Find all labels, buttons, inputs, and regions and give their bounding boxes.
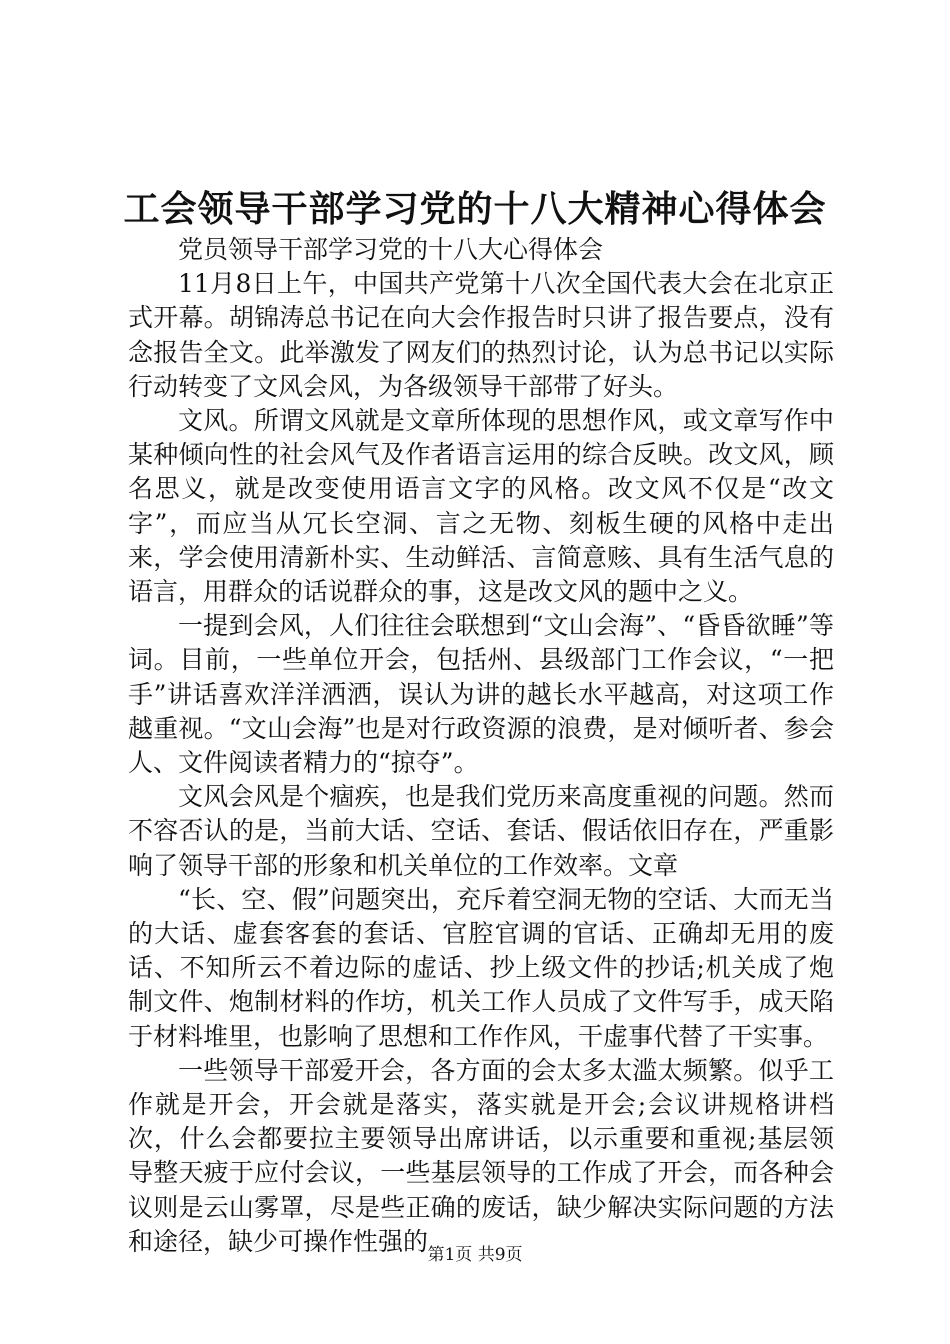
paragraph-problem: 文风会风是个痼疾，也是我们党历来高度重视的问题。然而不容否认的是，当前大话、空话、套话、假话依旧存在，严重影响了领导干部的形象和机关单位的工作效率。文章	[128, 782, 834, 880]
paragraph-subtitle: 党员领导干部学习党的十八大心得体会	[178, 235, 604, 264]
page-footer: 第1页 共9页	[427, 1245, 523, 1265]
paragraph-meetings: 一些领导干部爱开会，各方面的会太多太滥太频繁。似乎工作就是开会，开会就是落实，落实就是开会;会议讲规格讲档次，什么会都要拉主要领导出席讲话，以示重要和重视;基层领导整天疲于应付会议，一些基层领导的工作成了开会，而各种会议则是云山雾罩，尽是些正确的废话，缺少解决实际问题的方法和途径，缺少可操作性强的	[128, 1055, 834, 1256]
paragraph-huifeng: 一提到会风，人们往往会联想到“文山会海”、“昏昏欲睡”等词。目前，一些单位开会，包括州、县级部门工作会议，“一把手”讲话喜欢洋洋洒洒，误认为讲的越长水平越高，对这项工作越重视。“文山会海”也是对行政资源的浪费，是对倾听者、参会人、文件阅读者精力的“掠夺”。	[128, 611, 834, 778]
paragraph-wenfeng: 文风。所谓文风就是文章所体现的思想作风，或文章写作中某种倾向性的社会风气及作者语言运用的综合反映。改文风，顾名思义，就是改变使用语言文字的风格。改文风不仅是“改文字”，而应当从冗长空洞、言之无物、刻板生硬的风格中走出来，学会使用清新朴实、生动鲜活、言简意赅、具有生活气息的语言，用群众的话说群众的事，这是改文风的题中之义。	[128, 406, 834, 607]
document-title: 工会领导干部学习党的十八大精神心得体会	[123, 188, 827, 230]
document-body	[128, 233, 834, 1259]
paragraph-intro: 11月8日上午，中国共产党第十八次全国代表大会在北京正式开幕。胡锦涛总书记在向大会作报告时只讲了报告要点，没有念报告全文。此举激发了网友们的热烈讨论，认为总书记以实际行动转变了文风会风，为各级领导干部带了好头。	[128, 269, 834, 401]
paragraph-chang-kong-jia: “长、空、假”问题突出，充斥着空洞无物的空话、大而无当的大话、虚套客套的套话、官腔官调的官话、正确却无用的废话、不知所云不着边际的虚话、抄上级文件的抄话;机关成了炮制文件、炮制材料的作坊，机关工作人员成了文件写手，成天陷于材料堆里，也影响了思想和工作作风，干虚事代替了干实事。	[128, 884, 834, 1051]
